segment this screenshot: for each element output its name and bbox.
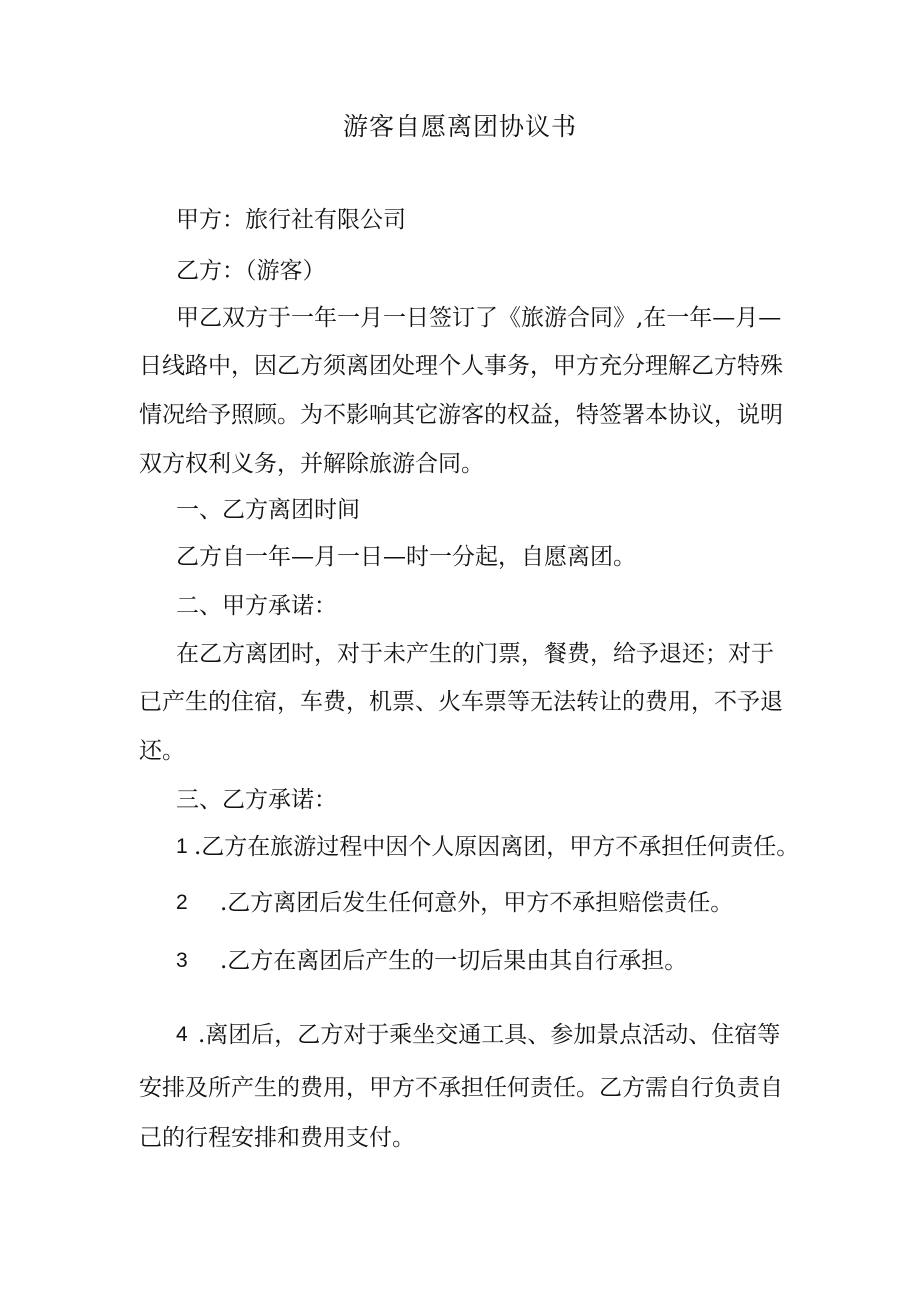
- item-text: .乙方离团后发生任何意外，甲方不承担赔偿责任。: [220, 890, 734, 916]
- section1-body-text: 乙方自一年—月一日—时一分起，自愿离团。: [176, 544, 636, 570]
- intro-text: 日线路中，因乙方须离团处理个人事务，甲方充分理解乙方特殊: [139, 353, 783, 379]
- item-number: 3: [176, 949, 188, 972]
- intro-text: 甲乙双方于一年一月一日签订了《旅游合同》,在一年—月—: [176, 305, 782, 331]
- section1-heading-text: 一、乙方离团时间: [176, 497, 360, 523]
- item-number: 4: [176, 1023, 188, 1046]
- item-number: 2: [176, 891, 188, 914]
- item-text: .离团后，乙方对于乘坐交通工具、参加景点活动、住宿等: [198, 1022, 781, 1048]
- item-text: .乙方在旅游过程中因个人原因离团，甲方不承担任何责任。: [194, 834, 800, 860]
- section2-text: 在乙方离团时，对于未产生的门票，餐费，给予退还；对于: [176, 641, 774, 667]
- intro-text: 情况给予照顾。为不影响其它游客的权益，特签署本协议，说明: [139, 402, 783, 428]
- intro-text: 双方权利义务，并解除旅游合同。: [139, 451, 484, 477]
- section2-text: 已产生的住宿，车费，机票、火车票等无法转让的费用，不予退: [139, 689, 783, 715]
- section2-heading-text: 二、甲方承诺：: [176, 593, 337, 619]
- item-text: 己的行程安排和费用支付。: [139, 1125, 415, 1151]
- document-title: 游客自愿离团协议书: [342, 112, 577, 141]
- item-text: 安排及所产生的费用，甲方不承担任何责任。乙方需自行负责自: [139, 1075, 783, 1101]
- item-text: .乙方在离团后产生的一切后果由其自行承担。: [220, 948, 688, 974]
- section3-heading-text: 三、乙方承诺：: [176, 787, 337, 813]
- section2-text: 还。: [139, 738, 185, 764]
- party-b-text: 乙方：（游客）: [176, 258, 326, 284]
- item-number: 1: [176, 835, 188, 858]
- party-a-text: 甲方：旅行社有限公司: [176, 207, 406, 233]
